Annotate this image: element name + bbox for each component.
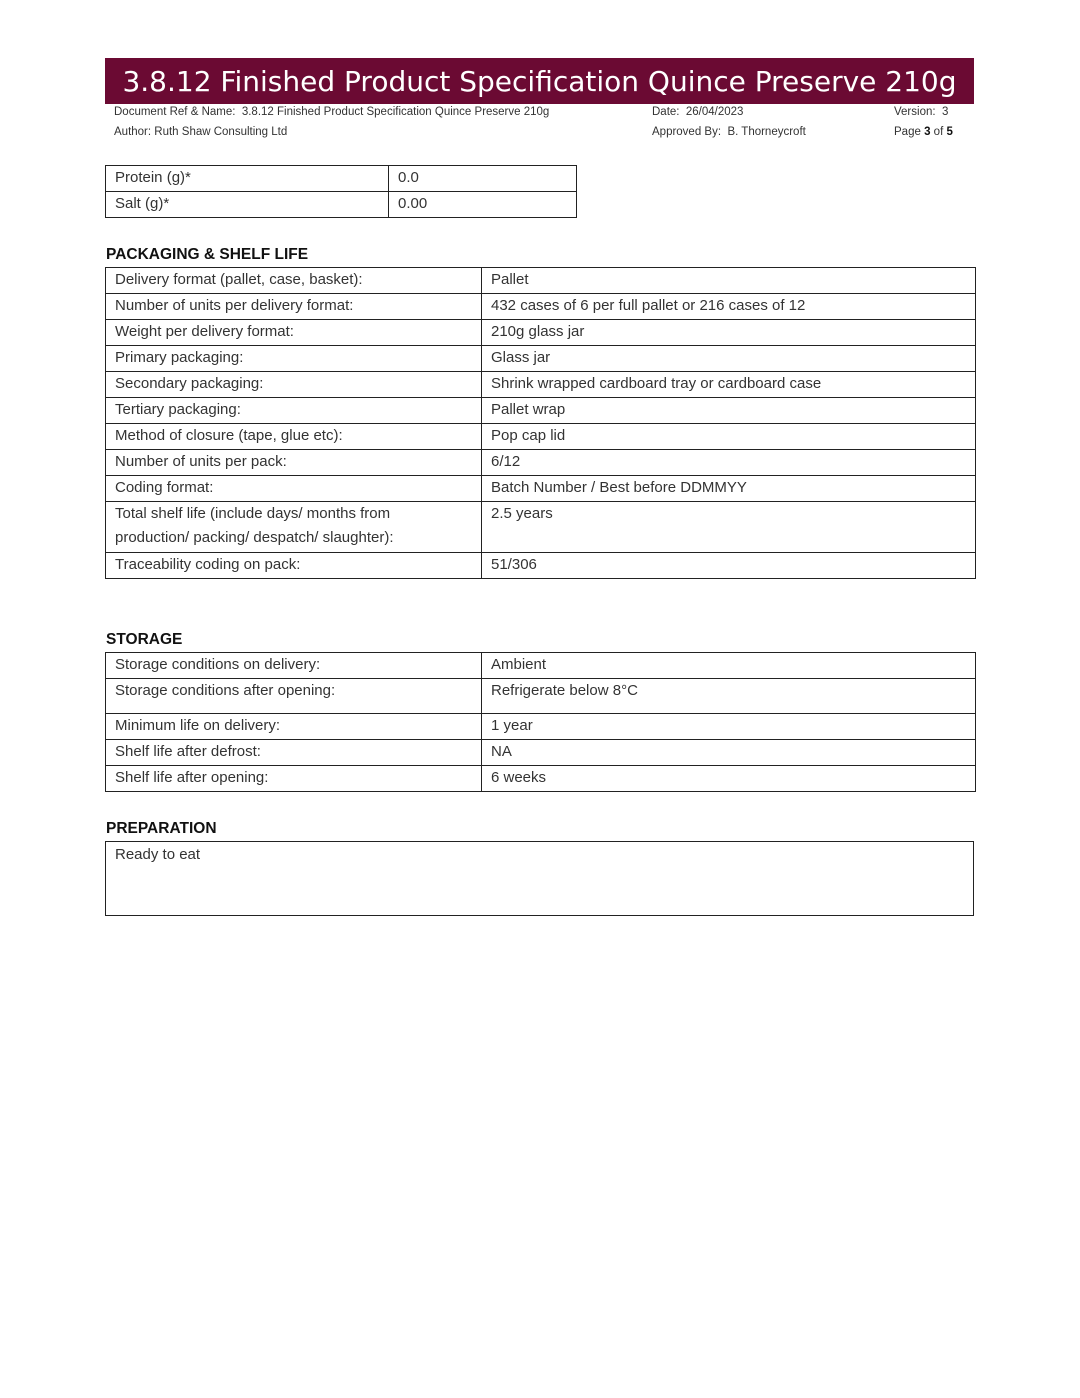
table-row: [106, 653, 976, 679]
storage-label: Storage conditions after opening:: [106, 679, 482, 714]
packaging-label: [106, 502, 482, 553]
storage-value: 6 weeks: [482, 766, 976, 792]
page-current: 3: [924, 126, 931, 138]
packaging-table: [105, 267, 976, 579]
table-row: [106, 740, 976, 766]
table-row: [106, 476, 976, 502]
doc-author: [114, 126, 287, 138]
date-label: Date:: [652, 106, 680, 118]
nutrition-table: [105, 165, 577, 218]
approved-value: B. Thorneycroft: [727, 126, 806, 138]
doc-ref-label: Document Ref & Name:: [114, 106, 236, 118]
packaging-label: Delivery format (pallet, case, basket):: [106, 268, 482, 294]
page-label: Page: [894, 126, 921, 138]
preparation-text: Ready to eat: [115, 846, 201, 863]
table-row: [106, 398, 976, 424]
author-label: Author:: [114, 126, 152, 138]
table-row: [106, 766, 976, 792]
page-number: [894, 126, 953, 138]
doc-ref-value: 3.8.12 Finished Product Specification Quince Preserve 210g: [241, 106, 550, 118]
doc-version: [894, 106, 948, 118]
packaging-value: Glass jar: [482, 346, 976, 372]
table-row: [106, 424, 976, 450]
packaging-label: Weight per delivery format:: [106, 320, 482, 346]
packaging-label: Secondary packaging:: [106, 372, 482, 398]
page-total: 5: [946, 126, 953, 138]
packaging-value: 432 cases of 6 per full pallet or 216 cases of 12: [482, 294, 976, 320]
document-title: 3.8.12 Finished Product Specification Quince Preserve 210g: [122, 64, 957, 98]
packaging-label: Traceability coding on pack:: [106, 553, 482, 579]
packaging-label: Coding format:: [106, 476, 482, 502]
version-value: 3: [941, 106, 949, 118]
storage-value: 1 year: [482, 714, 976, 740]
doc-date: [652, 106, 743, 118]
packaging-value: 6/12: [482, 450, 976, 476]
packaging-section-title: PACKAGING & SHELF LIFE: [106, 246, 309, 263]
preparation-box: [105, 841, 974, 916]
preparation-section-title: PREPARATION: [106, 820, 217, 837]
nutrition-value: 0.00: [389, 192, 577, 218]
table-row: [106, 294, 976, 320]
document-title-banner: [105, 58, 974, 104]
table-row: [106, 320, 976, 346]
storage-table: [105, 652, 976, 792]
packaging-label: Primary packaging:: [106, 346, 482, 372]
packaging-value: 2.5 years: [482, 502, 976, 553]
nutrition-label: Salt (g)*: [106, 192, 389, 218]
page-of: of: [933, 126, 944, 138]
table-row: [106, 346, 976, 372]
storage-value: Ambient: [482, 653, 976, 679]
packaging-value: Batch Number / Best before DDMMYY: [482, 476, 976, 502]
storage-section-title: STORAGE: [106, 631, 183, 648]
packaging-label-line2: production/ packing/ despatch/ slaughter):: [115, 529, 394, 546]
table-row: [106, 502, 976, 553]
packaging-label: Method of closure (tape, glue etc):: [106, 424, 482, 450]
date-value: 26/04/2023: [685, 106, 744, 118]
packaging-label-line1: Total shelf life (include days/ months from: [115, 505, 391, 522]
table-row: [106, 679, 976, 714]
storage-label: Shelf life after opening:: [106, 766, 482, 792]
approved-label: Approved By:: [652, 126, 722, 138]
packaging-label: Number of units per delivery format:: [106, 294, 482, 320]
packaging-label: Tertiary packaging:: [106, 398, 482, 424]
packaging-value: Pallet: [482, 268, 976, 294]
storage-label: Storage conditions on delivery:: [106, 653, 482, 679]
storage-label: Shelf life after defrost:: [106, 740, 482, 766]
doc-approved: [652, 126, 806, 138]
version-label: Version:: [894, 106, 936, 118]
storage-value: Refrigerate below 8°C: [482, 679, 976, 714]
storage-label: Minimum life on delivery:: [106, 714, 482, 740]
table-row: [106, 268, 976, 294]
table-row: [106, 192, 577, 218]
table-row: [106, 372, 976, 398]
packaging-value: 51/306: [482, 553, 976, 579]
nutrition-value: 0.0: [389, 166, 577, 192]
author-value: Ruth Shaw Consulting Ltd: [154, 126, 288, 138]
table-row: [106, 166, 577, 192]
table-row: [106, 553, 976, 579]
packaging-value: 210g glass jar: [482, 320, 976, 346]
packaging-value: Pallet wrap: [482, 398, 976, 424]
storage-value: NA: [482, 740, 976, 766]
table-row: [106, 714, 976, 740]
packaging-label: Number of units per pack:: [106, 450, 482, 476]
packaging-value: Pop cap lid: [482, 424, 976, 450]
table-row: [106, 450, 976, 476]
nutrition-label: Protein (g)*: [106, 166, 389, 192]
doc-ref: [114, 106, 549, 118]
packaging-value: Shrink wrapped cardboard tray or cardboard case: [482, 372, 976, 398]
